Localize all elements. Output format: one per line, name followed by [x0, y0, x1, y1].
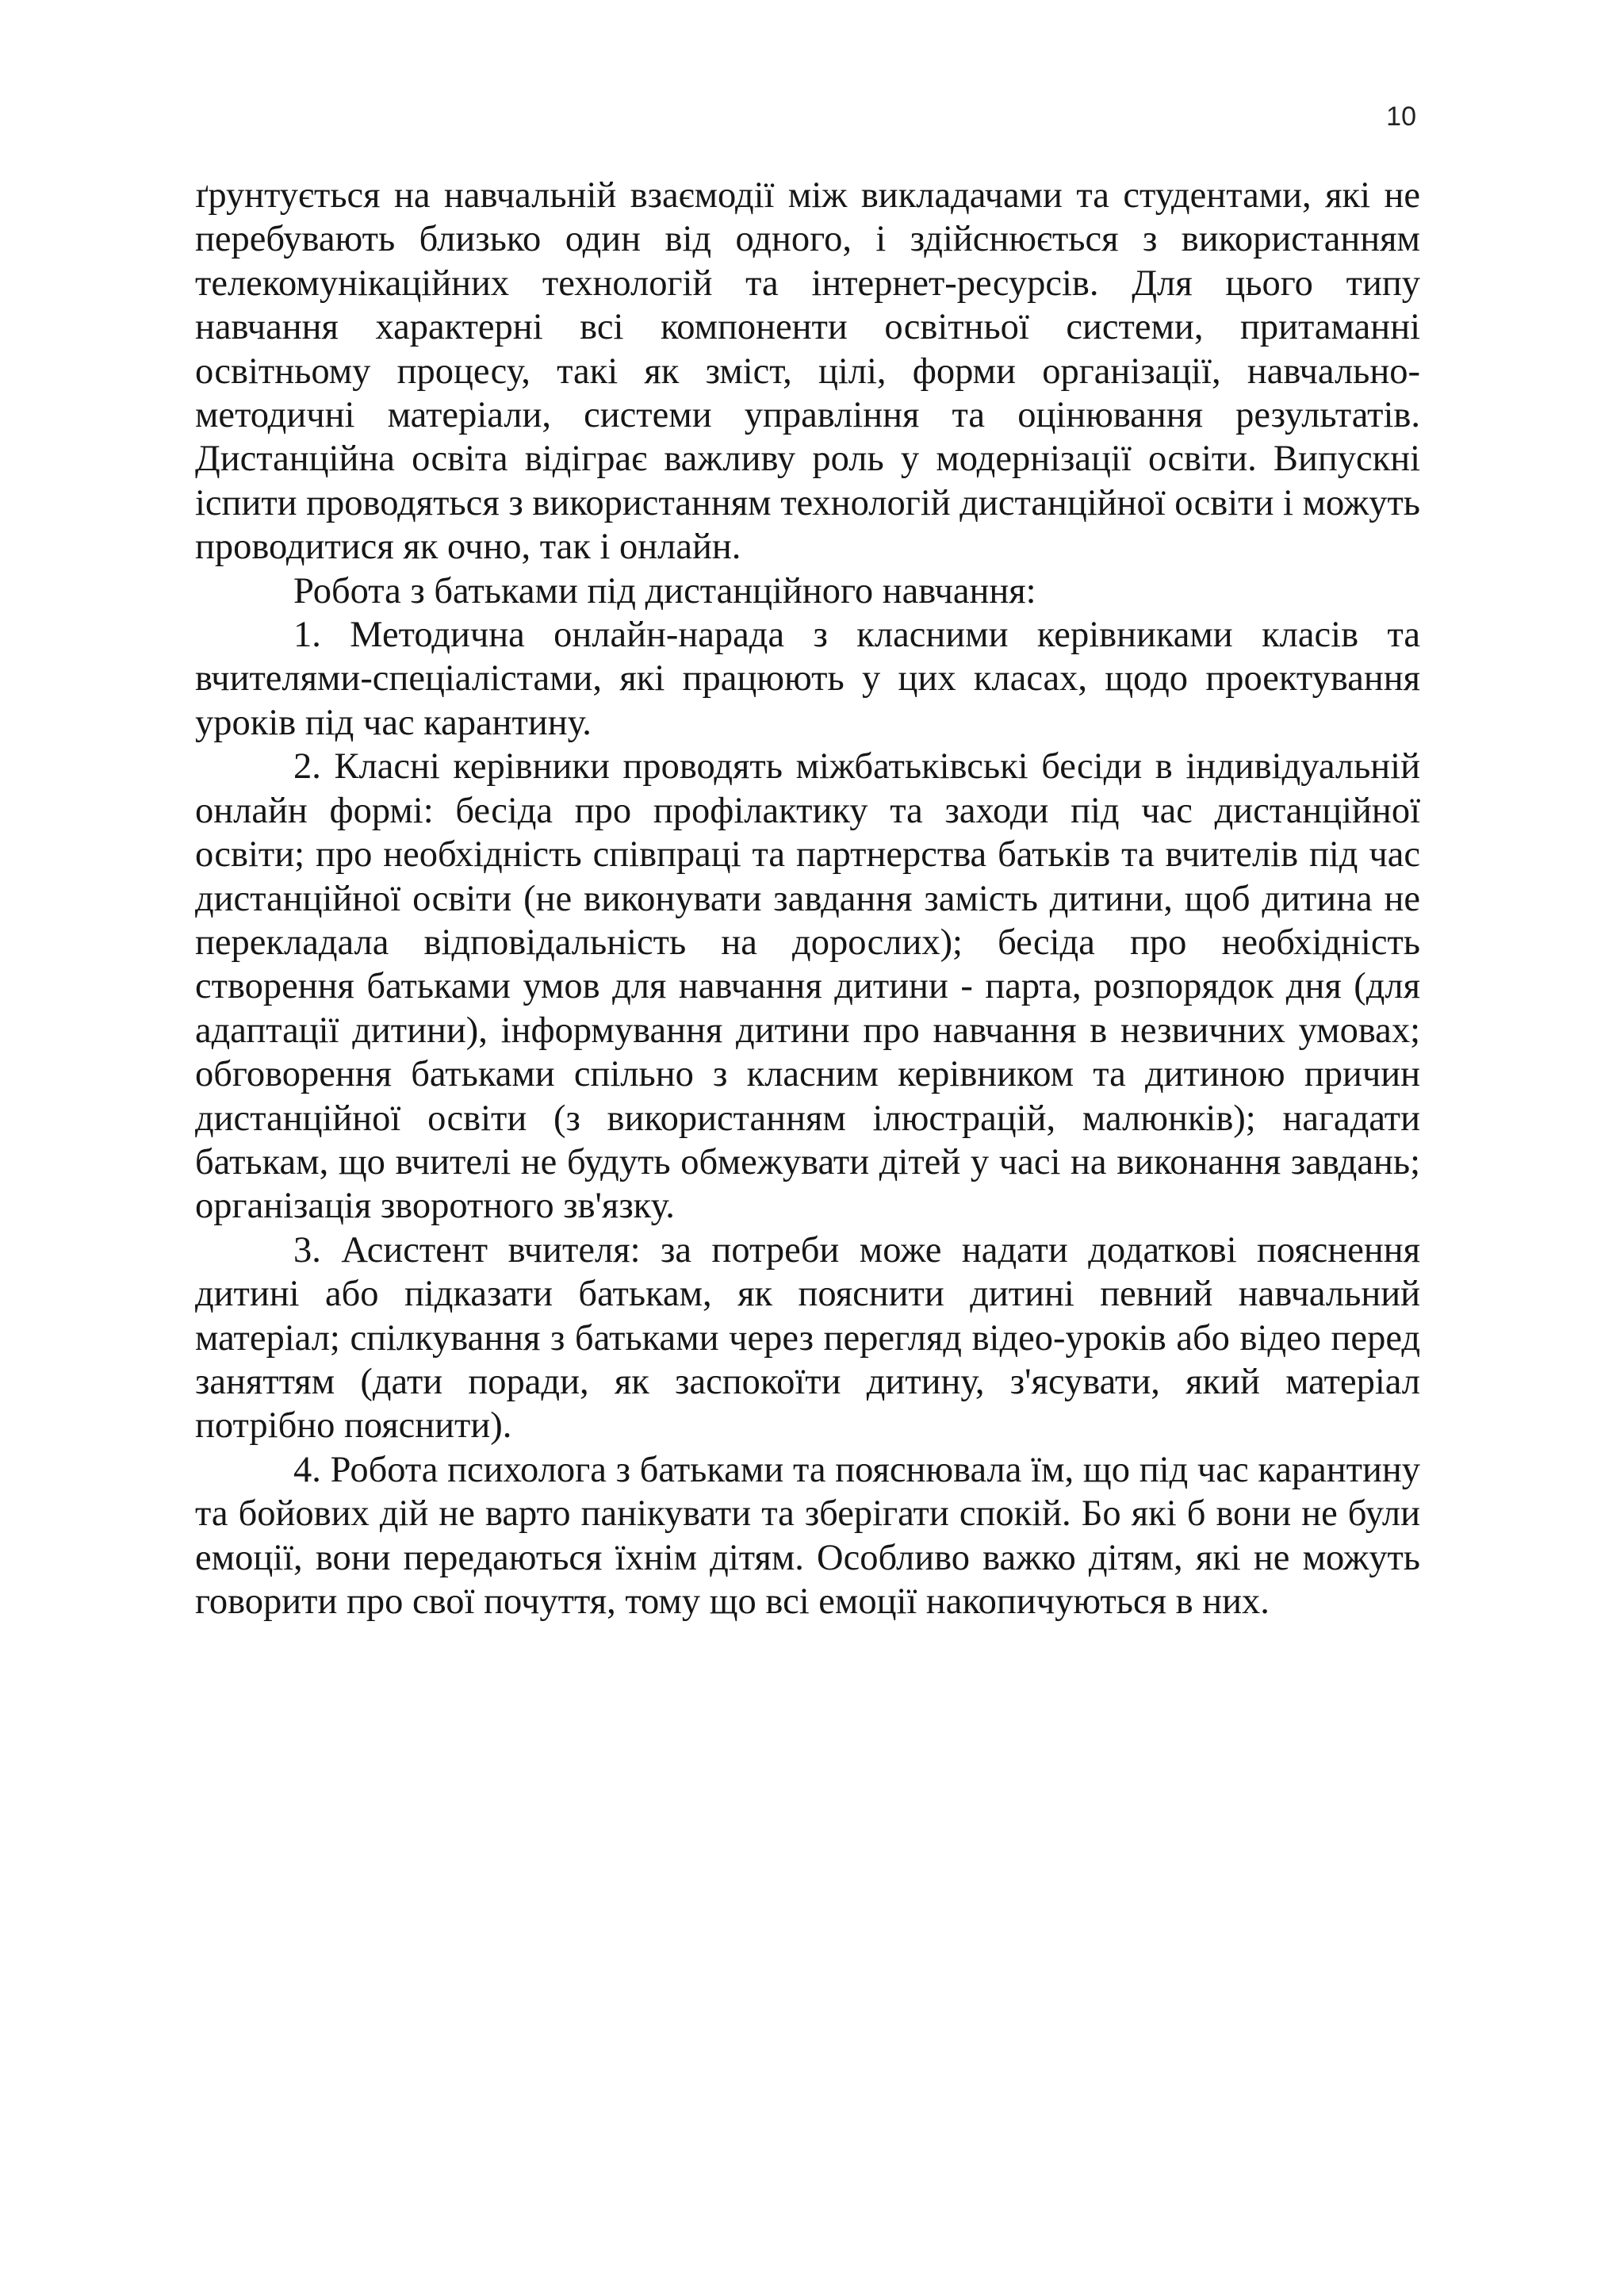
paragraph-item-4: 4. Робота психолога з батьками та пояснювала їм, що під час карантину та бойових дій не варто панікувати та зберігати спокій. Бо які б вони не були емоції, вони передаються їхнім дітям. Особливо важко дітям, які не можуть говорити про свої почуття, тому що всі емоції накопичуються в них. — [195, 1449, 1420, 1622]
paragraph-item-3: 3. Асистент вчителя: за потреби може надати додаткові пояснення дитині або підказати батькам, як пояснити дитині певний навчальний матеріал; спілкування з батьками через перегляд відео-уроків або відео перед заняттям (дати поради, як заспокоїти дитину, з'ясувати, який матеріал потрібно пояснити). — [195, 1229, 1420, 1447]
paragraph-heading: Робота з батьками під дистанційного навчання: — [293, 570, 1036, 611]
body-text — [195, 174, 1420, 1623]
paragraph-item-1: 1. Методична онлайн-нарада з класними керівниками класів та вчителями-спеціалістами, які працюють у цих класах, щодо проектування уроків під час карантину. — [195, 615, 1420, 743]
paragraph-item-2: 2. Класні керівники проводять міжбатьківські бесіди в індивідуальній онлайн формі: бесіда про профілактику та заходи під час дистанційної освіти; про необхідність співпраці та партнерства батьків та вчителів під час дистанційної освіти (не виконувати завдання замість дитини, щоб дитина не перекладала відповідальність на дорослих); бесіда про необхідність створення батьками умов для навчання дитини - парта, розпорядок дня (для адаптації дитини), інформування дитини про навчання в незвичних умовах; обговорення батьками спільно з класним керівником та дитиною причин дистанційної освіти (з використанням ілюстрацій, малюнків); нагадати батькам, що вчителі не будуть обмежувати дітей у часі на виконання завдань; організація зворотного зв'язку. — [195, 746, 1420, 1227]
page-number: 10 — [1386, 102, 1416, 132]
paragraph-intro: ґрунтується на навчальній взаємодії між викладачами та студентами, які не перебувають близько один від одного, і здійснюється з використанням телекомунікаційних технологій та інтернет-ресурсів. Для цього типу навчання характерні всі компоненти освітньої системи, притаманні освітньому процесу, такі як зміст, цілі, форми організації, навчально-методичні матеріали, системи управління та оцінювання результатів. Дистанційна освіта відіграє важливу роль у модернізації освіти. Випускні іспити проводяться з використанням технологій дистанційної освіти і можуть проводитися як очно, так і онлайн. — [195, 175, 1420, 568]
